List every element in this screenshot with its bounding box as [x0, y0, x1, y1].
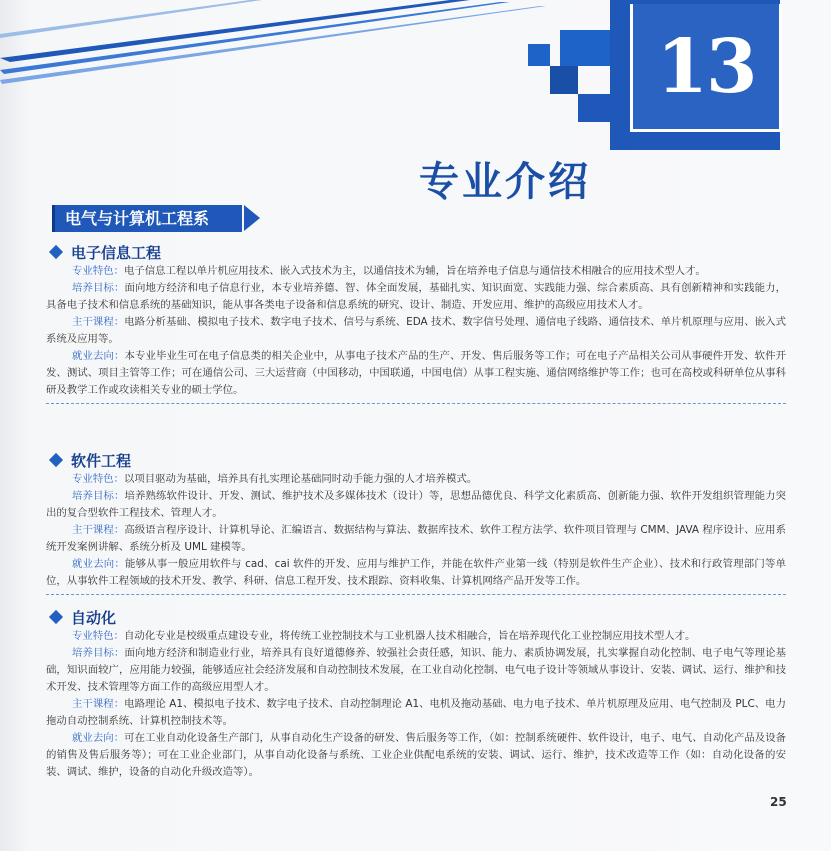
major-paragraph [46, 471, 786, 488]
paragraph-label: 就业去向： [72, 732, 125, 744]
major-heading [46, 606, 786, 628]
paragraph-text: 以项目驱动为基础，培养具有扎实理论基础同时动手能力强的人才培养模式。 [123, 473, 478, 485]
major-paragraph [46, 280, 786, 314]
department-arrow-icon [244, 205, 260, 231]
paragraph-label: 专业特色： [72, 265, 124, 277]
major-title: 电子信息工程 [71, 243, 162, 262]
major-paragraph [46, 645, 786, 696]
major-paragraph [46, 522, 786, 556]
paragraph-text: 电路分析基础、模拟电子技术、数字电子技术、信号与系统、EDA 技术、数字信号处理、通信电子线路、通信技术、单片机原理与应用、嵌入式系统及应用等。 [46, 316, 786, 345]
diamond-bullet-icon [49, 245, 63, 259]
decor-square-4 [560, 30, 610, 66]
major-paragraph [46, 348, 786, 399]
department-banner: 电气与计算机工程系 [52, 205, 242, 232]
major-section-software [46, 449, 786, 595]
major-heading [46, 449, 786, 471]
major-paragraph [46, 696, 786, 730]
paragraph-label: 培养目标： [72, 490, 125, 502]
major-paragraph [46, 488, 786, 522]
section-divider [46, 403, 786, 404]
major-paragraph [46, 263, 786, 280]
chapter-number: 13 [656, 23, 756, 110]
diamond-bullet-icon [49, 453, 63, 467]
paragraph-label: 就业去向： [72, 350, 125, 362]
paragraph-text: 电子信息工程以单片机应用技术、嵌入式技术为主，以通信技术为辅，旨在培养电子信息与通信技术相融合的应用技术型人才。 [123, 265, 706, 277]
paragraph-text: 自动化专业是校级重点建设专业，将传统工业控制技术与工业机器人技术相融合，旨在培养现代化工业控制应用技术型人才。 [123, 630, 696, 642]
paragraph-label: 专业特色： [72, 473, 124, 485]
paragraph-text: 面向地方经济和制造业行业，培养具有良好道德修养、较强社会责任感，知识、能力、素质协调发展，扎实掌握自动化控制、电子电气等理论基础，知识面较广，应用能力较强，能够适应社会经济发展和自动控制技术发展，在工业自动化控制、电气电子设计等领域从事设计、安装、调试、运行、维护和技术开发、技术管理等方面工作的高级应用型人才。 [46, 647, 787, 693]
major-paragraph [46, 556, 786, 590]
page-number: 25 [770, 795, 787, 809]
paragraph-text: 可在工业自动化设备生产部门，从事自动化生产设备的研发、售后服务等工作，（如：控制系统硬件、软件设计，电子、电气、自动化产品及设备的销售及售后服务等）；可在工业企业部门，从事自动化设备与系统、工业企业供配电系统的安装、调试、运行、维护，技术改造等工作（如：自动化设备的安装、调试、维护，设备的自动化升级改造等）。 [46, 732, 787, 778]
paragraph-label: 培养目标： [72, 282, 125, 294]
paragraph-text: 电路理论 A1、模拟电子技术、数字电子技术、自动控制理论 A1、电机及拖动基础、电力电子技术、单片机原理及应用、电气控制及 PLC、电力拖动自动控制系统、计算机控制技术等。 [46, 698, 786, 727]
paragraph-label: 主干课程： [72, 524, 125, 536]
major-paragraph [46, 628, 786, 645]
major-section-automation [46, 606, 786, 781]
decor-square-1 [528, 44, 550, 66]
paragraph-text: 高级语言程序设计、计算机导论、汇编语言、数据结构与算法、数据库技术、软件工程方法学、软件项目管理与 CMM、JAVA 程序设计、应用系统开发案例讲解、系统分析及 UML 建模等。 [46, 524, 787, 553]
major-heading [46, 241, 786, 263]
paragraph-label: 培养目标： [72, 647, 125, 659]
paragraph-label: 就业去向： [72, 558, 126, 570]
major-title: 自动化 [71, 608, 117, 627]
major-title: 软件工程 [71, 451, 132, 470]
paragraph-label: 主干课程： [72, 316, 125, 328]
paragraph-text: 能够从事一般应用软件与 cad、cai 软件的开发、应用与维护工作，并能在软件产业第一线（特别是软件生产企业）、技术和行政管理部门等单位，从事软件工程领域的技术开发、教学、科研、信息工程开发、技术跟踪、资料收集、计算机网络产品开发等工作。 [46, 558, 787, 587]
page-title: 专业介绍 [419, 159, 591, 205]
paragraph-label: 专业特色： [72, 630, 124, 642]
major-section-electronic-info [46, 241, 786, 404]
paragraph-text: 本专业毕业生可在电子信息类的相关企业中，从事电子技术产品的生产、开发、售后服务等工作；可在电子产品相关公司从事硬件开发、软件开发、测试、项目主管等工作；可在通信公司、三大运营商（中国移动，中国联通，中国电信）从事工程实施、通信网络维护等工作；也可在高校或科研单位从事科研及教学工作或攻读相关专业的硕士学位。 [46, 350, 787, 396]
paragraph-label: 主干课程： [72, 698, 125, 710]
chapter-number-panel [630, 4, 782, 132]
paragraph-text: 培养熟练软件设计、开发、测试、维护技术及多媒体技术（设计）等，思想品德优良、科学文化素质高、创新能力强、软件开发组织管理能力突出的复合型软件工程技术、管理人才。 [46, 490, 787, 519]
major-paragraph [46, 314, 786, 348]
decor-square-2 [550, 66, 578, 94]
major-paragraph [46, 730, 786, 781]
diamond-bullet-icon [49, 610, 63, 624]
section-divider [46, 594, 786, 595]
decor-square-3 [578, 94, 610, 122]
paragraph-text: 面向地方经济和电子信息行业，本专业培养德、智、体全面发展，基础扎实、知识面宽、实践能力强、综合素质高、具有创新精神和实践能力，具备电子技术和信息系统的基础知识，能从事各类电子设备和信息系统的研究、设计、制造、开发应用、维护的高级应用技术人才。 [46, 282, 787, 311]
